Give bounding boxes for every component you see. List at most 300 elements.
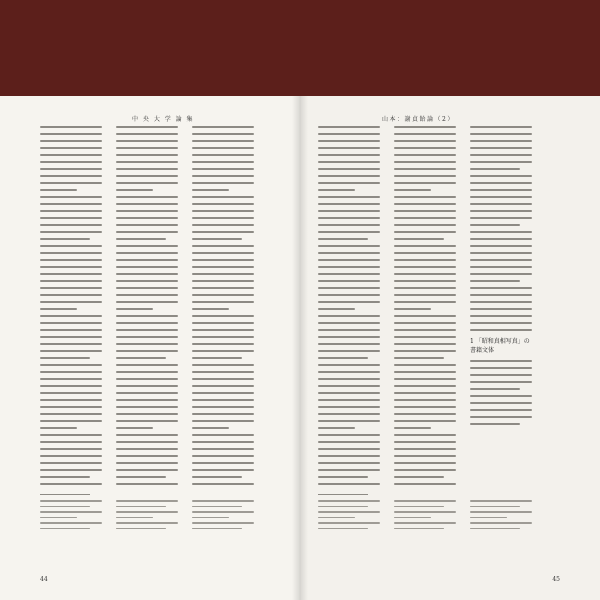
text-line <box>192 413 254 415</box>
text-line <box>192 168 254 170</box>
text-line <box>40 406 102 408</box>
text-line <box>470 259 532 261</box>
text-line <box>40 196 102 198</box>
text-line <box>394 517 431 519</box>
text-line <box>470 360 532 362</box>
text-line <box>40 528 90 530</box>
text-line <box>116 147 178 149</box>
text-line <box>470 395 532 397</box>
text-line <box>470 315 532 317</box>
text-line <box>470 273 532 275</box>
text-line <box>192 511 254 513</box>
footnotes-right-3 <box>470 500 532 533</box>
text-line <box>394 350 456 352</box>
text-line <box>192 161 254 163</box>
text-line <box>192 406 254 408</box>
left-col-2 <box>116 126 178 490</box>
text-line <box>318 210 380 212</box>
text-line <box>192 189 229 191</box>
text-line <box>40 420 102 422</box>
text-line <box>470 252 532 254</box>
text-line <box>116 413 178 415</box>
text-line <box>40 259 102 261</box>
text-line <box>470 161 532 163</box>
text-line <box>394 224 456 226</box>
text-line <box>116 455 178 457</box>
text-line <box>394 506 444 508</box>
text-line <box>394 329 456 331</box>
text-line <box>192 364 254 366</box>
text-line <box>40 476 90 478</box>
text-line <box>318 399 380 401</box>
text-line <box>470 416 532 418</box>
text-line <box>40 301 102 303</box>
text-line <box>40 161 102 163</box>
text-line <box>318 147 380 149</box>
text-line <box>116 140 178 142</box>
text-line <box>116 168 178 170</box>
text-line <box>40 154 102 156</box>
text-line <box>116 392 178 394</box>
running-head-right: 山本：謝貞飴論（2） <box>382 116 455 123</box>
text-line <box>470 423 520 425</box>
text-line <box>394 203 456 205</box>
text-line <box>394 210 456 212</box>
text-line <box>192 462 254 464</box>
text-line <box>40 469 102 471</box>
text-line <box>318 231 380 233</box>
text-line <box>470 301 532 303</box>
text-line <box>40 182 102 184</box>
text-line <box>318 350 380 352</box>
text-line <box>192 231 254 233</box>
footnotes-left-3 <box>192 500 254 533</box>
text-line <box>470 522 532 524</box>
text-line <box>318 266 380 268</box>
text-line <box>40 336 102 338</box>
text-line <box>318 357 368 359</box>
text-line <box>318 308 355 310</box>
text-line <box>116 385 178 387</box>
text-line <box>192 266 254 268</box>
text-line <box>192 506 242 508</box>
text-line <box>116 399 178 401</box>
text-line <box>394 448 456 450</box>
text-line <box>318 371 380 373</box>
text-line <box>192 392 254 394</box>
text-line <box>192 448 254 450</box>
text-line <box>394 315 456 317</box>
text-line <box>394 161 456 163</box>
text-line <box>116 322 178 324</box>
text-line <box>318 294 380 296</box>
text-line <box>470 381 532 383</box>
text-line <box>40 287 102 289</box>
text-line <box>40 357 90 359</box>
text-line <box>470 196 532 198</box>
text-line <box>116 371 178 373</box>
text-line <box>192 147 254 149</box>
text-line <box>470 140 532 142</box>
text-line <box>318 392 380 394</box>
text-line <box>116 231 178 233</box>
text-line <box>394 483 456 485</box>
text-line <box>40 266 102 268</box>
text-line <box>116 154 178 156</box>
text-line <box>470 154 532 156</box>
text-line <box>318 455 380 457</box>
text-line <box>318 406 380 408</box>
text-line <box>318 189 355 191</box>
text-line <box>192 399 254 401</box>
text-line <box>116 506 166 508</box>
footnotes-right-2 <box>394 500 456 533</box>
text-line <box>40 189 77 191</box>
text-line <box>318 420 380 422</box>
text-line <box>394 371 456 373</box>
text-line <box>470 511 532 513</box>
text-line <box>394 133 456 135</box>
text-line <box>192 500 254 502</box>
text-line <box>394 469 456 471</box>
text-line <box>394 364 456 366</box>
text-line <box>116 378 178 380</box>
text-line <box>116 476 166 478</box>
text-line <box>116 245 178 247</box>
text-line <box>394 175 456 177</box>
text-line <box>394 385 456 387</box>
text-line <box>40 511 102 513</box>
text-line <box>116 126 178 128</box>
text-line <box>116 420 178 422</box>
text-line <box>192 217 254 219</box>
text-line <box>116 357 166 359</box>
text-line <box>192 224 254 226</box>
text-line <box>116 196 178 198</box>
text-line <box>116 259 178 261</box>
text-line <box>192 385 254 387</box>
text-line <box>394 182 456 184</box>
text-line <box>470 126 532 128</box>
text-line <box>318 161 380 163</box>
text-line <box>40 371 102 373</box>
text-line <box>470 217 532 219</box>
text-line <box>40 147 102 149</box>
text-line <box>192 273 254 275</box>
text-line <box>470 374 532 376</box>
text-line <box>116 238 166 240</box>
text-line <box>394 140 456 142</box>
text-line <box>40 427 77 429</box>
text-line <box>116 500 178 502</box>
text-line <box>394 357 444 359</box>
text-line <box>394 189 431 191</box>
text-line <box>192 350 254 352</box>
text-line <box>192 294 254 296</box>
running-head-left: 中 央 大 学 論 集 <box>132 116 195 123</box>
text-line <box>116 448 178 450</box>
text-line <box>192 427 229 429</box>
text-line <box>192 343 254 345</box>
text-line <box>394 462 456 464</box>
text-line <box>318 245 380 247</box>
text-line <box>116 528 166 530</box>
text-line <box>40 385 102 387</box>
text-line <box>394 147 456 149</box>
text-line <box>116 182 178 184</box>
text-line <box>318 273 380 275</box>
text-line <box>40 455 102 457</box>
text-line <box>318 217 380 219</box>
text-line <box>40 500 102 502</box>
text-line <box>116 343 178 345</box>
text-line <box>40 280 102 282</box>
text-line <box>318 203 380 205</box>
text-line <box>40 315 102 317</box>
text-line <box>470 133 532 135</box>
text-line <box>40 434 102 436</box>
text-line <box>40 329 102 331</box>
text-line <box>470 168 520 170</box>
text-line <box>470 367 532 369</box>
text-line <box>116 522 178 524</box>
text-line <box>318 476 368 478</box>
text-line <box>470 210 532 212</box>
text-line <box>318 182 380 184</box>
text-line <box>40 175 102 177</box>
text-line <box>192 154 254 156</box>
text-line <box>470 182 532 184</box>
text-line <box>40 294 102 296</box>
footnotes-left-1 <box>40 500 102 533</box>
text-line <box>470 506 520 508</box>
text-line <box>116 364 178 366</box>
text-line <box>470 528 520 530</box>
text-line <box>394 238 444 240</box>
text-line <box>394 259 456 261</box>
text-line <box>116 287 178 289</box>
text-line <box>394 343 456 345</box>
text-line <box>116 273 178 275</box>
text-line <box>192 203 254 205</box>
text-line <box>40 448 102 450</box>
text-line <box>470 409 532 411</box>
text-line <box>394 420 456 422</box>
text-line <box>470 388 520 390</box>
text-line <box>40 273 102 275</box>
text-line <box>192 280 254 282</box>
text-line <box>40 133 102 135</box>
text-line <box>394 252 456 254</box>
text-line <box>40 350 102 352</box>
footnotes-left-2 <box>116 500 178 533</box>
text-line <box>40 441 102 443</box>
book-gutter <box>292 96 308 600</box>
text-line <box>470 238 532 240</box>
text-line <box>116 266 178 268</box>
text-line <box>394 217 456 219</box>
text-line <box>318 434 380 436</box>
text-line <box>470 294 532 296</box>
text-line <box>40 483 102 485</box>
text-line <box>470 175 532 177</box>
text-line <box>40 378 102 380</box>
text-line <box>318 280 380 282</box>
text-line <box>40 203 102 205</box>
text-line <box>394 322 456 324</box>
text-line <box>192 287 254 289</box>
text-line <box>318 140 380 142</box>
text-line <box>116 336 178 338</box>
text-line <box>192 175 254 177</box>
text-line <box>192 420 254 422</box>
text-line <box>192 357 242 359</box>
text-line <box>318 224 380 226</box>
left-page <box>0 96 300 600</box>
text-line <box>470 322 532 324</box>
text-line <box>394 168 456 170</box>
text-line <box>192 252 254 254</box>
footnote-rule-right <box>318 494 368 495</box>
text-line <box>470 266 532 268</box>
text-line <box>318 522 380 524</box>
text-line <box>40 238 90 240</box>
text-line <box>394 476 444 478</box>
text-line <box>40 217 102 219</box>
text-line <box>192 238 242 240</box>
text-line <box>116 189 153 191</box>
text-line <box>318 385 380 387</box>
page-number-right: 45 <box>552 576 560 583</box>
text-line <box>318 483 380 485</box>
text-line <box>394 413 456 415</box>
text-line <box>394 427 431 429</box>
text-line <box>394 378 456 380</box>
text-line <box>394 294 456 296</box>
text-line <box>116 301 178 303</box>
text-line <box>318 448 380 450</box>
page-number-left: 44 <box>40 576 48 583</box>
text-line <box>116 462 178 464</box>
text-line <box>192 528 242 530</box>
text-line <box>470 308 532 310</box>
text-line <box>318 500 380 502</box>
text-line <box>394 154 456 156</box>
left-col-3 <box>192 126 254 490</box>
text-line <box>192 308 229 310</box>
text-line <box>318 154 380 156</box>
text-line <box>394 528 444 530</box>
text-line <box>40 308 77 310</box>
section-heading: 1 「昭和真相写真」の書籍文体 <box>470 338 530 354</box>
text-line <box>470 245 532 247</box>
text-line <box>470 203 532 205</box>
text-line <box>116 483 178 485</box>
text-line <box>40 413 102 415</box>
text-line <box>116 217 178 219</box>
text-line <box>318 517 355 519</box>
text-line <box>394 392 456 394</box>
text-line <box>192 522 254 524</box>
text-line <box>116 469 178 471</box>
text-line <box>192 140 254 142</box>
text-line <box>394 280 456 282</box>
text-line <box>318 287 380 289</box>
text-line <box>40 245 102 247</box>
text-line <box>116 427 153 429</box>
text-line <box>192 371 254 373</box>
text-line <box>40 462 102 464</box>
text-line <box>318 126 380 128</box>
text-line <box>192 441 254 443</box>
text-line <box>192 517 229 519</box>
text-line <box>116 350 178 352</box>
text-line <box>192 322 254 324</box>
text-line <box>318 378 380 380</box>
text-line <box>394 245 456 247</box>
text-line <box>470 224 520 226</box>
text-line <box>192 378 254 380</box>
text-line <box>318 427 355 429</box>
text-line <box>318 343 380 345</box>
text-line <box>192 455 254 457</box>
text-line <box>40 210 102 212</box>
text-line <box>116 210 178 212</box>
text-line <box>116 224 178 226</box>
text-line <box>192 476 242 478</box>
text-line <box>318 252 380 254</box>
text-line <box>318 168 380 170</box>
text-line <box>192 434 254 436</box>
text-line <box>116 406 178 408</box>
text-line <box>40 506 90 508</box>
text-line <box>318 315 380 317</box>
text-line <box>470 329 532 331</box>
text-line <box>192 182 254 184</box>
text-line <box>192 315 254 317</box>
left-col-1 <box>40 126 102 490</box>
text-line <box>470 231 532 233</box>
text-line <box>318 364 380 366</box>
text-line <box>116 175 178 177</box>
text-line <box>470 287 532 289</box>
text-line <box>318 336 380 338</box>
text-line <box>470 147 532 149</box>
text-line <box>40 140 102 142</box>
text-line <box>394 441 456 443</box>
text-line <box>116 133 178 135</box>
right-col-2 <box>394 126 456 490</box>
text-line <box>192 126 254 128</box>
text-line <box>394 266 456 268</box>
text-line <box>40 322 102 324</box>
text-line <box>116 161 178 163</box>
text-line <box>192 329 254 331</box>
text-line <box>394 500 456 502</box>
text-line <box>116 441 178 443</box>
text-line <box>192 301 254 303</box>
text-line <box>394 434 456 436</box>
text-line <box>394 399 456 401</box>
text-line <box>40 364 102 366</box>
text-line <box>116 434 178 436</box>
text-line <box>394 455 456 457</box>
text-line <box>116 252 178 254</box>
text-line <box>116 308 153 310</box>
text-line <box>394 273 456 275</box>
text-line <box>192 483 254 485</box>
text-line <box>116 203 178 205</box>
